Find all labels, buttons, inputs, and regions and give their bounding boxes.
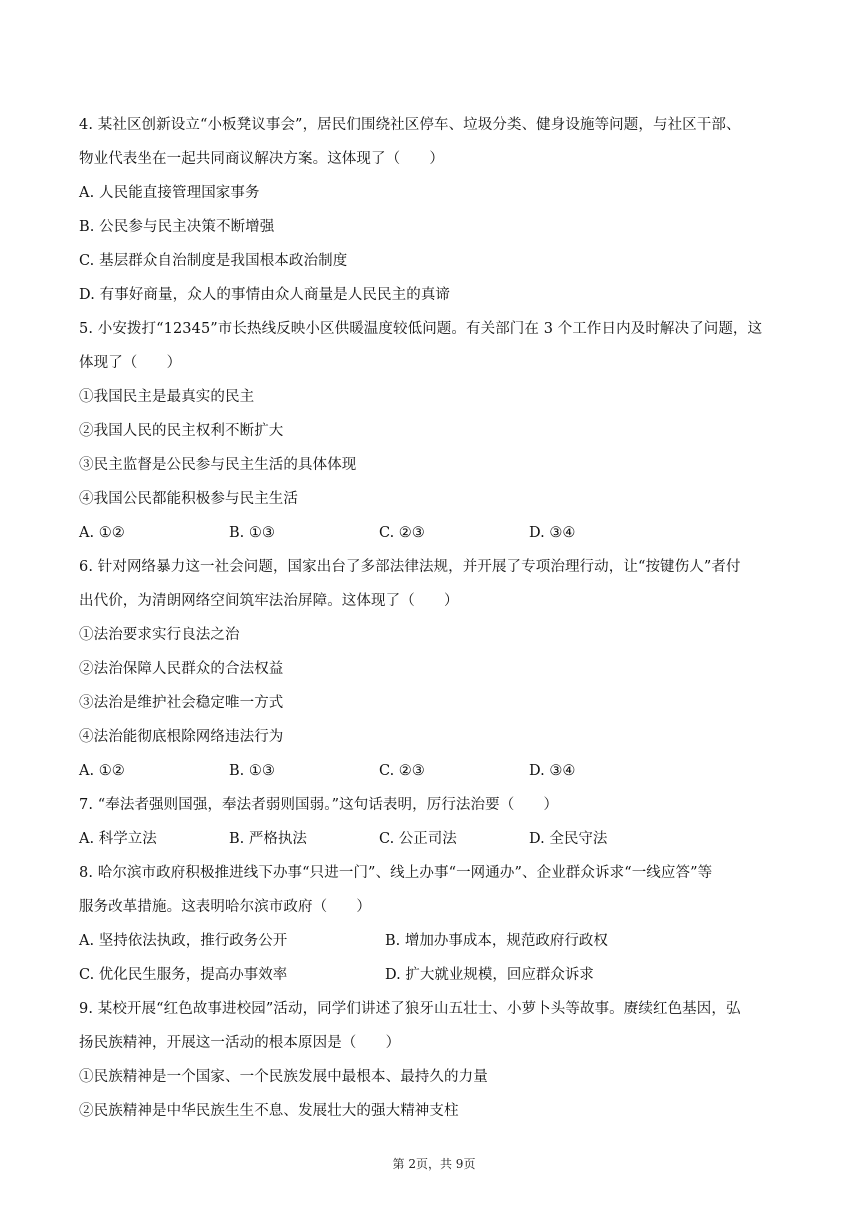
question-stem-line: 9. 某校开展“红色故事进校园”活动，同学们讲述了狼牙山五壮士、小萝卜头等故事。赓续红色基因，弘 xyxy=(79,1001,741,1017)
question-stem-line: 体现了（ ） xyxy=(79,355,182,371)
page-number-footer: 第 2页，共 9页 xyxy=(392,1157,476,1171)
answer-options-row xyxy=(79,924,791,958)
question-stem-line: 服务改革措施。这表明哈尔滨市政府（ ） xyxy=(79,899,371,915)
statement-item: ③法治是维护社会稳定唯一方式 xyxy=(79,695,284,711)
question-4 xyxy=(79,108,791,312)
question-stem-line: 6. 针对网络暴力这一社会问题，国家出台了多部法律法规，并开展了专项治理行动，让“按键伤人”者付 xyxy=(79,559,741,575)
question-stem-line: 5. 小安拨打“12345”市长热线反映小区供暖温度较低问题。有关部门在 3 个工作日内及时解决了问题，这 xyxy=(79,321,763,337)
answer-option: A. 人民能直接管理国家事务 xyxy=(79,185,260,201)
question-list xyxy=(79,108,791,1128)
question-6 xyxy=(79,550,791,788)
answer-option: B. 严格执法 xyxy=(229,831,307,847)
answer-option: B. ①③ xyxy=(229,763,275,779)
answer-options-row xyxy=(79,822,791,856)
statement-item: ②法治保障人民群众的合法权益 xyxy=(79,661,284,677)
answer-option: C. ②③ xyxy=(379,525,425,541)
question-stem-line: 8. 哈尔滨市政府积极推进线下办事“只进一门”、线上办事“一网通办”、企业群众诉求“一线应答”等 xyxy=(79,865,713,881)
answer-option: A. ①② xyxy=(79,525,125,541)
answer-option: A. 坚持依法执政，推行政务公开 xyxy=(79,933,288,949)
answer-option: B. 公民参与民主决策不断增强 xyxy=(79,219,275,235)
answer-option: D. 有事好商量，众人的事情由众人商量是人民民主的真谛 xyxy=(79,287,451,303)
statement-item: ①法治要求实行良法之治 xyxy=(79,627,240,643)
statement-item: ①我国民主是最真实的民主 xyxy=(79,389,255,405)
answer-option: D. 扩大就业规模，回应群众诉求 xyxy=(385,967,594,983)
statement-item: ①民族精神是一个国家、一个民族发展中最根本、最持久的力量 xyxy=(79,1069,488,1085)
question-stem-line: 出代价，为清朗网络空间筑牢法治屏障。这体现了（ ） xyxy=(79,593,459,609)
question-stem-line: 4. 某社区创新设立“小板凳议事会”，居民们围绕社区停车、垃圾分类、健身设施等问题，与社区干部、 xyxy=(79,117,741,133)
question-stem-line: 物业代表坐在一起共同商议解决方案。这体现了（ ） xyxy=(79,151,444,167)
answer-option: D. 全民守法 xyxy=(529,831,608,847)
answer-option: D. ③④ xyxy=(529,525,576,541)
question-8 xyxy=(79,856,791,992)
answer-option: B. ①③ xyxy=(229,525,275,541)
answer-option: C. ②③ xyxy=(379,763,425,779)
question-5 xyxy=(79,312,791,550)
statement-item: ②民族精神是中华民族生生不息、发展壮大的强大精神支柱 xyxy=(79,1103,459,1119)
answer-option: A. 科学立法 xyxy=(79,831,157,847)
question-stem-line: 扬民族精神，开展这一活动的根本原因是（ ） xyxy=(79,1035,401,1051)
statement-item: ②我国人民的民主权利不断扩大 xyxy=(79,423,284,439)
answer-options-row xyxy=(79,958,791,992)
answer-options-row xyxy=(79,516,791,550)
answer-option: A. ①② xyxy=(79,763,125,779)
answer-option: C. 公正司法 xyxy=(379,831,457,847)
statement-item: ③民主监督是公民参与民主生活的具体体现 xyxy=(79,457,357,473)
statement-item: ④我国公民都能积极参与民主生活 xyxy=(79,491,298,507)
question-stem-line: 7. “奉法者强则国强，奉法者弱则国弱。”这句话表明，厉行法治要（ ） xyxy=(79,797,559,813)
question-7 xyxy=(79,788,791,856)
answer-option: D. ③④ xyxy=(529,763,576,779)
answer-options-row xyxy=(79,754,791,788)
answer-option: C. 基层群众自治制度是我国根本政治制度 xyxy=(79,253,348,269)
answer-option: B. 增加办事成本，规范政府行政权 xyxy=(385,933,608,949)
question-9 xyxy=(79,992,791,1128)
answer-option: C. 优化民生服务，提高办事效率 xyxy=(79,967,288,983)
statement-item: ④法治能彻底根除网络违法行为 xyxy=(79,729,284,745)
